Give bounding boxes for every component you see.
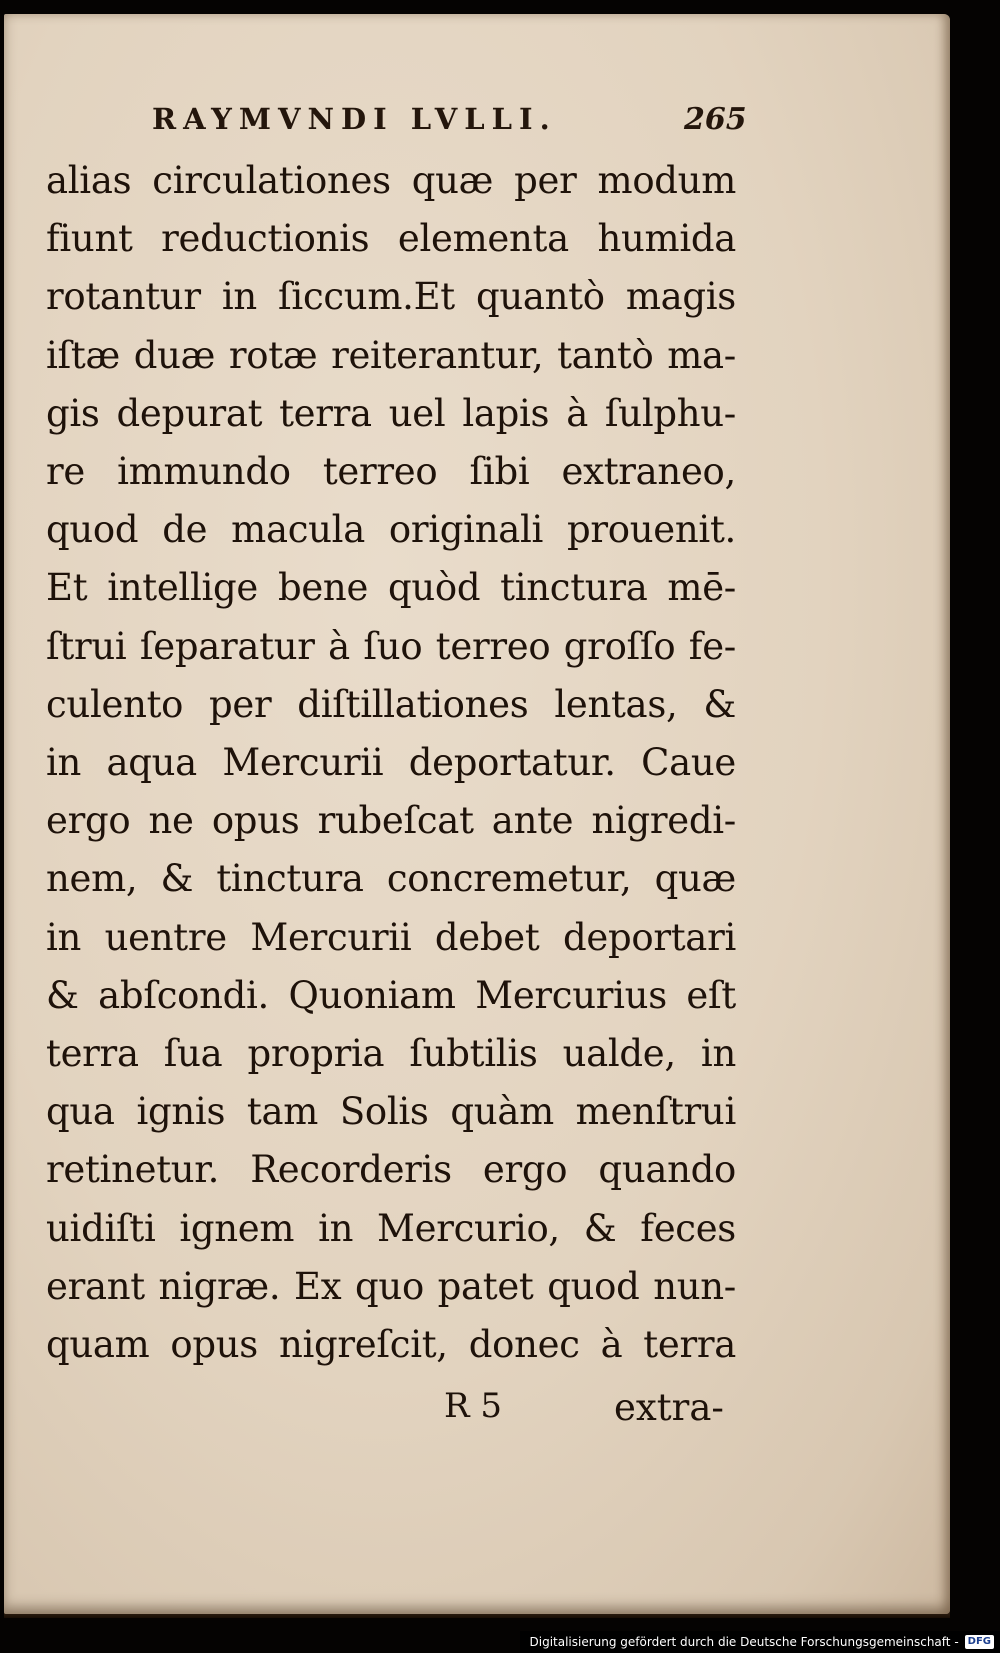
text-line: fiunt reductionis elementa humida bbox=[46, 217, 736, 261]
dfg-logo-icon: DFG bbox=[965, 1635, 994, 1649]
text-block bbox=[46, 152, 736, 1374]
signature-line bbox=[4, 1386, 950, 1436]
digitization-footer bbox=[520, 1631, 1000, 1653]
text-line: ſtrui ſeparatur à ſuo terreo groſſo fe- bbox=[46, 624, 736, 668]
text-line: rotantur in ſiccum.Et quantò magis bbox=[46, 275, 736, 319]
text-line: in uentre Mercurii debet deportari bbox=[46, 915, 736, 959]
text-line: in aqua Mercurii deportatur. Caue bbox=[46, 741, 736, 785]
text-line: terra ſua propria ſubtilis ualde, in bbox=[46, 1032, 736, 1076]
text-line: erant nigræ. Ex quo patet quod nun- bbox=[46, 1264, 736, 1308]
funding-credit: Digitalisierung gefördert durch die Deutsche Forschungsgemeinschaft - bbox=[529, 1635, 959, 1649]
text-line: Et intellige bene quòd tinctura mē- bbox=[46, 566, 736, 610]
text-line: quam opus nigreſcit, donec à terra bbox=[46, 1323, 736, 1367]
text-line: re immundo terreo ſibi extraneo, bbox=[46, 450, 736, 494]
text-line: alias circulationes quæ per modum bbox=[46, 159, 736, 202]
text-line: nem, & tinctura concremetur, quæ bbox=[46, 857, 736, 901]
running-head bbox=[4, 102, 950, 142]
text-line: ergo ne opus rubeſcat ante nigredi- bbox=[46, 799, 736, 843]
signature-mark: R 5 bbox=[444, 1386, 503, 1426]
text-line: quod de macula originali prouenit. bbox=[46, 508, 736, 552]
text-line: iſtæ duæ rotæ reiterantur, tantò ma- bbox=[46, 333, 736, 377]
running-head-title: RAYMVNDI LVLLI. bbox=[152, 102, 557, 136]
text-line: retinetur. Recorderis ergo quando bbox=[46, 1148, 736, 1192]
paper-leaf bbox=[4, 14, 950, 1614]
text-line: qua ignis tam Solis quàm menſtrui bbox=[46, 1090, 736, 1134]
text-line: gis depurat terra uel lapis à ſulphu- bbox=[46, 391, 736, 435]
text-line: culento per diſtillationes lentas, & bbox=[46, 682, 736, 726]
page-number: 265 bbox=[684, 102, 747, 137]
text-line: uidiſti ignem in Mercurio, & feces bbox=[46, 1206, 736, 1250]
text-line: & abſcondi. Quoniam Mercurius eſt bbox=[46, 973, 736, 1017]
catchword: extra- bbox=[614, 1386, 724, 1429]
